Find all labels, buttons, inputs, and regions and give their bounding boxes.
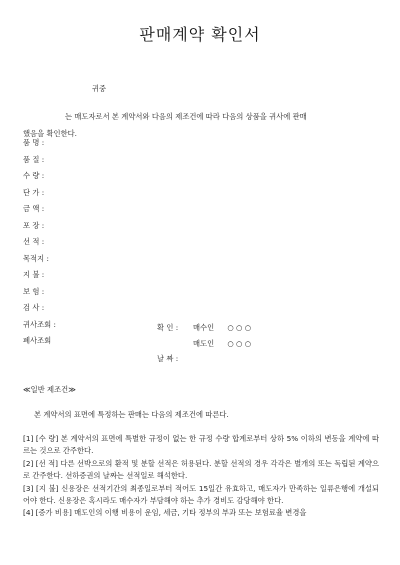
seller-signature-mark: ○ ○ ○ xyxy=(227,338,252,348)
field-shipment: 선 적 : xyxy=(23,237,45,246)
intro-line-2: 했음을 확인한다. xyxy=(23,129,77,138)
field-payment: 지 불 : xyxy=(23,270,45,279)
buyer-role: 매수인 xyxy=(193,323,215,332)
clause-payment: [3] [지 불] 신용장은 선적기간의 최종일로부터 적어도 15일간 유효하고, 매도자가 만족하는 일류은행에 개설되어야 한다. 신용장은 혹시라도 매수자가 부담해야 하는 추가 경비도 감당해야 한다. xyxy=(23,483,379,506)
date-row xyxy=(157,351,251,367)
seller-role: 매도인 xyxy=(193,338,215,348)
confirm-buyer-row xyxy=(157,320,251,336)
field-our-reference: 폐사조회 xyxy=(23,336,52,345)
field-unit-price: 단 가 : xyxy=(23,187,45,197)
clause-shipment: [2] [선 적] 다른 선박으로의 환적 및 분할 선적은 허용된다. 분할 선적의 경우 각각은 별개의 또는 독립된 계약으로 간주한다. 선하증권의 날짜는 선적일로 해석한다. xyxy=(23,458,379,481)
clause-quantity: [1] [수 량] 본 계약서의 표면에 특별한 규정이 없는 한 규정 수량 합계로부터 상하 5% 이하의 변동을 계약에 따르는 것으로 간주한다. xyxy=(23,434,379,456)
document-title: 판매계약 확인서 xyxy=(139,25,261,44)
contract-fields xyxy=(23,135,56,350)
confirmation-block xyxy=(157,320,251,367)
confirm-label: 확 인 : xyxy=(157,323,179,332)
field-packing: 포 장 : xyxy=(23,220,45,230)
field-your-reference: 귀사조회 : xyxy=(23,319,56,329)
field-destination: 목적지 : xyxy=(23,253,49,263)
general-conditions-intro: 본 계약서의 표면에 특정하는 판매는 다음의 제조건에 따른다. xyxy=(34,410,229,419)
field-quality: 품 질 : xyxy=(23,154,45,164)
intro-paragraph xyxy=(23,108,379,142)
date-label: 날 짜 : xyxy=(157,354,179,363)
general-conditions-heading: ≪일반 제조건≫ xyxy=(23,385,76,394)
field-inspection: 검 사 : xyxy=(23,303,45,312)
confirm-seller-row xyxy=(157,336,251,352)
field-product-name: 품 명 : xyxy=(23,138,45,147)
recipient-label: 귀중 xyxy=(92,84,107,93)
buyer-signature-mark: ○ ○ ○ xyxy=(227,323,252,332)
field-insurance: 보 험 : xyxy=(23,286,45,296)
intro-line-1: 는 매도자로서 본 계약서와 다음의 제조건에 따라 다음의 상품을 귀사에 판매 xyxy=(65,112,307,121)
field-quantity: 수 량 : xyxy=(23,171,45,180)
field-amount: 금 액 : xyxy=(23,204,45,213)
clause-increased-cost: [4] [증가 비용] 매도인의 이행 비용이 운임, 세금, 기타 정부의 부과 또는 보험료율 변경을 xyxy=(23,508,307,518)
clauses-list xyxy=(23,433,379,520)
